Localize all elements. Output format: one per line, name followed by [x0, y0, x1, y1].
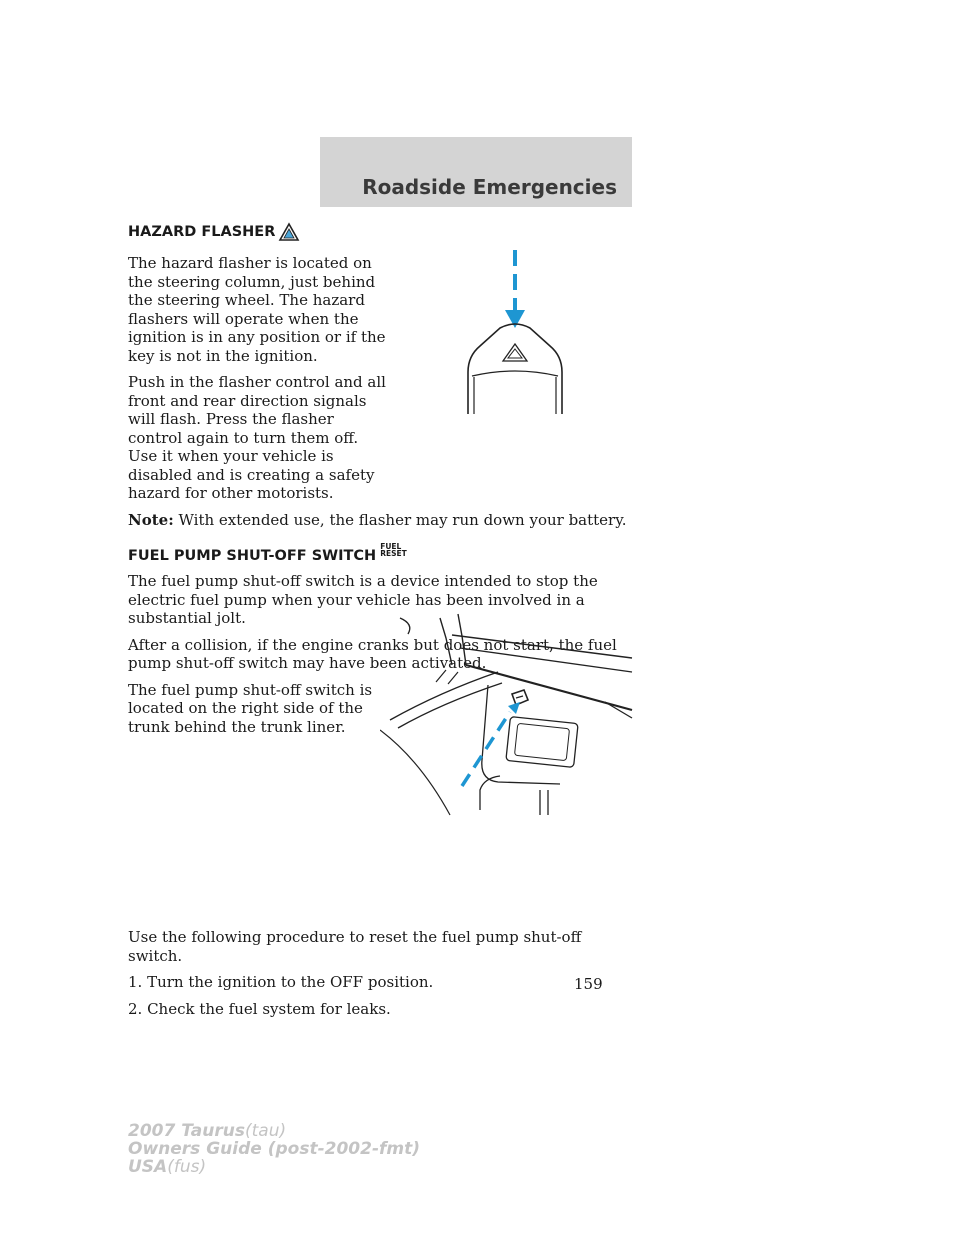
fuel-heading: FUEL PUMP SHUT-OFF SWITCH FUEL RESET — [128, 542, 407, 564]
note-text: With extended use, the flasher may run down your battery. — [178, 510, 627, 529]
footer-line-2: Owners Guide (post-2002-fmt) — [128, 1139, 421, 1159]
hazard-paragraph-location: The hazard flasher is located on the steering column, just behind the steering wheel. The hazard flashers will operate when the ignition is in any position or if the key is not in the ignition. — [128, 254, 386, 365]
fuel-paragraph-location: The fuel pump shut-off switch is located on the right side of the trunk behind the trunk liner. — [128, 680, 373, 736]
fuel-paragraph-description: The fuel pump shut-off switch is a device intended to stop the electric fuel pump when your vehicle has been involved in a substantial jolt. — [128, 572, 598, 627]
page-number: 159 — [574, 975, 603, 993]
hazard-note — [128, 511, 638, 530]
section-title: Roadside Emergencies — [362, 175, 617, 199]
hazard-triangle-icon — [278, 222, 300, 246]
note-label: Note: — [128, 510, 174, 529]
hazard-paragraph-operation: Push in the flasher control and all front and rear direction signals will flash. Press the flasher control again to turn them off. Use it when your vehicle is disabled and is creating a safety hazard for other motorists. — [128, 373, 386, 502]
hazard-button-illustration — [460, 248, 570, 422]
fuel-reset-symbol: FUEL RESET — [380, 542, 407, 558]
fuel-paragraph-procedure: Use the following procedure to reset the fuel pump shut-off switch. — [128, 928, 582, 965]
footer-line-1: 2007 Taurus(tau) — [128, 1121, 287, 1141]
procedure-step-1: 1. Turn the ignition to the OFF position. — [128, 973, 434, 991]
footer — [128, 1122, 420, 1176]
trunk-switch-illustration — [380, 610, 635, 824]
fuel-paragraph-collision: After a collision, if the engine cranks but does not start, the fuel pump shut-off switch may have been activated. — [128, 635, 617, 672]
procedure-step-2: 2. Check the fuel system for leaks. — [128, 999, 391, 1018]
footer-line-3: USA(fus) — [128, 1157, 207, 1177]
hazard-heading: HAZARD FLASHER — [128, 222, 638, 246]
header-band — [320, 137, 632, 207]
